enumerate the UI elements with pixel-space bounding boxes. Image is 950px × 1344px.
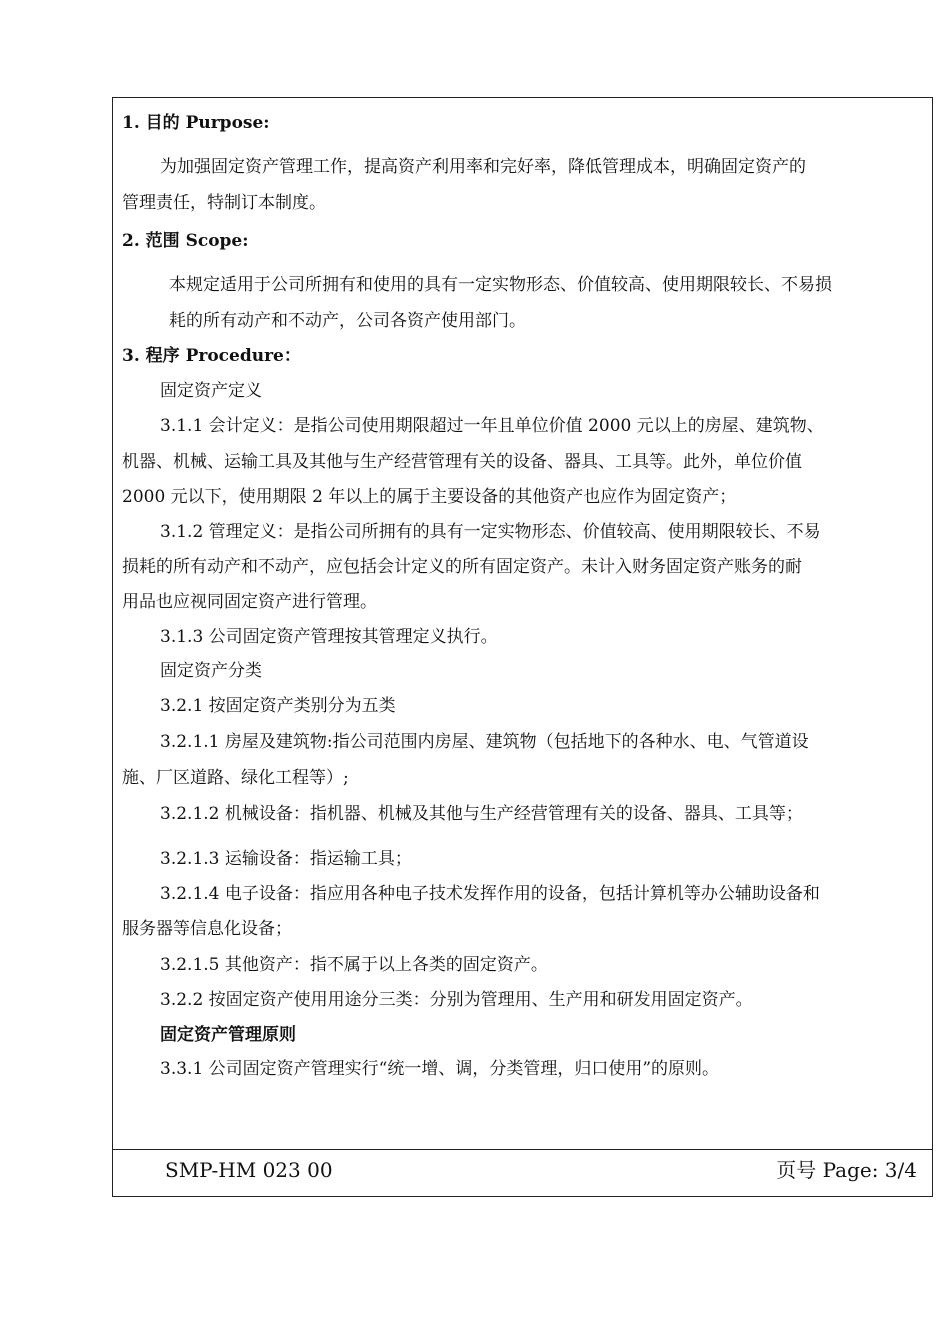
subsection-title: 固定资产管理原则 (160, 1025, 296, 1045)
subsection-title: 固定资产定义 (160, 381, 262, 401)
document-code: SMP-HM 023 00 (165, 1158, 333, 1182)
section-3-line: 3.2.1 按固定资产类别分为五类 (160, 696, 396, 716)
section-3-line: 3.1.3 公司固定资产管理按其管理定义执行。 (160, 627, 498, 647)
section-2-line: 本规定适用于公司所拥有和使用的具有一定实物形态、价值较高、使用期限较长、不易损 (169, 275, 832, 295)
section-3-line: 3.2.1.3 运输设备：指运输工具； (160, 849, 412, 869)
section-3-line: 3.2.1.4 电子设备：指应用各种电子技术发挥作用的设备，包括计算机等办公辅助设备和 (160, 884, 820, 904)
section-3-line: 3.1.1 会计定义：是指公司使用期限超过一年且单位价值 2000 元以上的房屋、建筑物、 (160, 416, 824, 436)
section-1-line: 管理责任，特制订本制度。 (122, 193, 326, 213)
section-3-line: 3.1.2 管理定义：是指公司所拥有的具有一定实物形态、价值较高、使用期限较长、不易 (160, 522, 821, 542)
section-3-line: 损耗的所有动产和不动产，应包括会计定义的所有固定资产。未计入财务固定资产账务的耐 (122, 557, 802, 577)
section-3-line: 3.2.1.2 机械设备：指机器、机械及其他与生产经营管理有关的设备、器具、工具等； (160, 804, 803, 824)
section-1-heading: 1. 目的 Purpose: (122, 113, 270, 133)
subsection-title: 固定资产分类 (160, 661, 262, 681)
section-3-line: 3.2.2 按固定资产使用用途分三类：分别为管理用、生产用和研发用固定资产。 (160, 990, 753, 1010)
section-3-line: 2000 元以下，使用期限 2 年以上的属于主要设备的其他资产也应作为固定资产； (122, 487, 737, 507)
section-3-line: 用品也应视同固定资产进行管理。 (122, 592, 377, 612)
section-3-line: 3.3.1 公司固定资产管理实行“统一增、调，分类管理，归口使用”的原则。 (160, 1059, 720, 1079)
page-number: 页号 Page: 3/4 (776, 1158, 917, 1182)
section-2-line: 耗的所有动产和不动产，公司各资产使用部门。 (169, 311, 526, 331)
section-3-line: 机器、机械、运输工具及其他与生产经营管理有关的设备、器具、工具等。此外，单位价值 (122, 452, 802, 472)
section-3-line: 3.2.1.5 其他资产：指不属于以上各类的固定资产。 (160, 955, 548, 975)
section-3-line: 3.2.1.1 房屋及建筑物:指公司范围内房屋、建筑物（包括地下的各种水、电、气管道设 (160, 732, 809, 752)
section-3-line: 施、厂区道路、绿化工程等）; (122, 768, 349, 788)
footer-divider (113, 1149, 932, 1150)
section-3-line: 服务器等信息化设备； (122, 919, 292, 939)
section-1-line: 为加强固定资产管理工作，提高资产利用率和完好率，降低管理成本，明确固定资产的 (160, 157, 806, 177)
section-2-heading: 2. 范围 Scope: (122, 231, 249, 251)
section-3-heading: 3. 程序 Procedure： (122, 346, 301, 366)
